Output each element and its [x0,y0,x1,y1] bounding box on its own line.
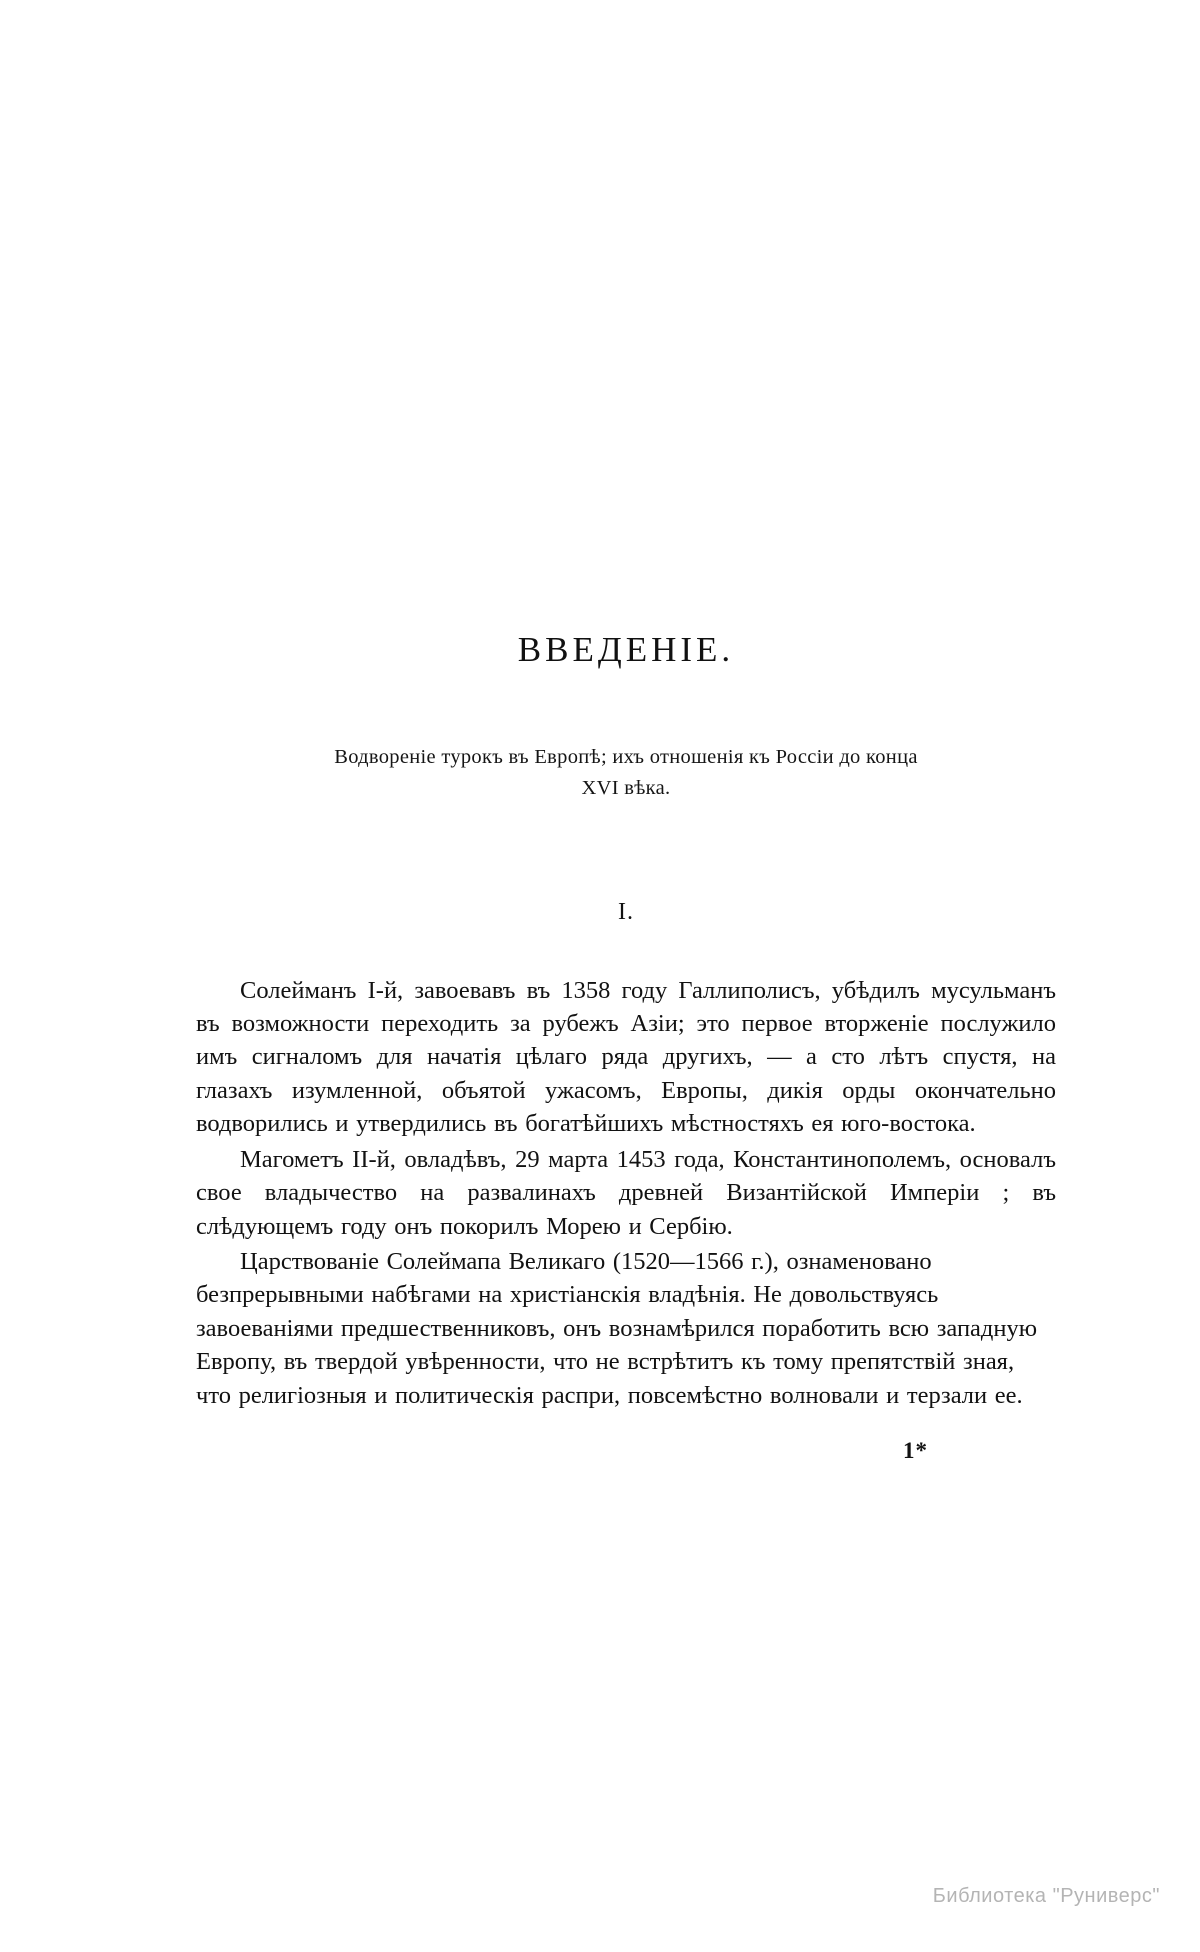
subtitle-line-1: Водвореніе турокъ въ Европѣ; ихъ отношенія къ Россіи до конца [334,746,918,768]
section-number: I. [618,898,634,925]
paragraph: Царствованіе Солеймапа Великаго (1520—1566 г.), ознаменовано безпрерывными набѣгами на христіанскія владѣнія. Не довольствуясь завоеваніями предшественниковъ, онъ вознамѣрился поработить всю западную Европу, въ твердой увѣренности, что не встрѣтитъ къ тому препятствій зная, что религіозныя и политическія распри, повсемѣстно волновали и терзали ее. [196,1248,1038,1409]
page-folio: 1* [903,1438,928,1464]
library-watermark: Библиотека "Руниверс" [932,1885,1160,1907]
page-content [196,630,1056,1464]
paragraph: Солейманъ I-й, завоевавъ въ 1358 году Галлиполисъ, убѣдилъ мусульманъ въ возможности переходить за рубежъ Азіи; это первое вторженіе послужило имъ сигналомъ для начатія цѣлаго ряда другихъ, — а сто лѣтъ спустя, на глазахъ изумленной, объятой ужасомъ, Европы, дикія орды окончательно водворились и утвердились въ богатѣйшихъ мѣстностяхъ ея юго-востока. [196,976,1056,1138]
page-title: ВВЕДЕНІЕ. [517,630,735,669]
subtitle-line-2: XVI вѣка. [581,776,671,799]
chapter-subtitle [196,742,1056,804]
body-text [196,974,1056,1413]
paragraph: Магометъ II-й, овладѣвъ, 29 марта 1453 года, Константинополемъ, основалъ свое владычество на развалинахъ древней Византійской Имперіи ; въ слѣдующемъ году онъ покорилъ Морею и Сербію. [196,1145,1056,1240]
